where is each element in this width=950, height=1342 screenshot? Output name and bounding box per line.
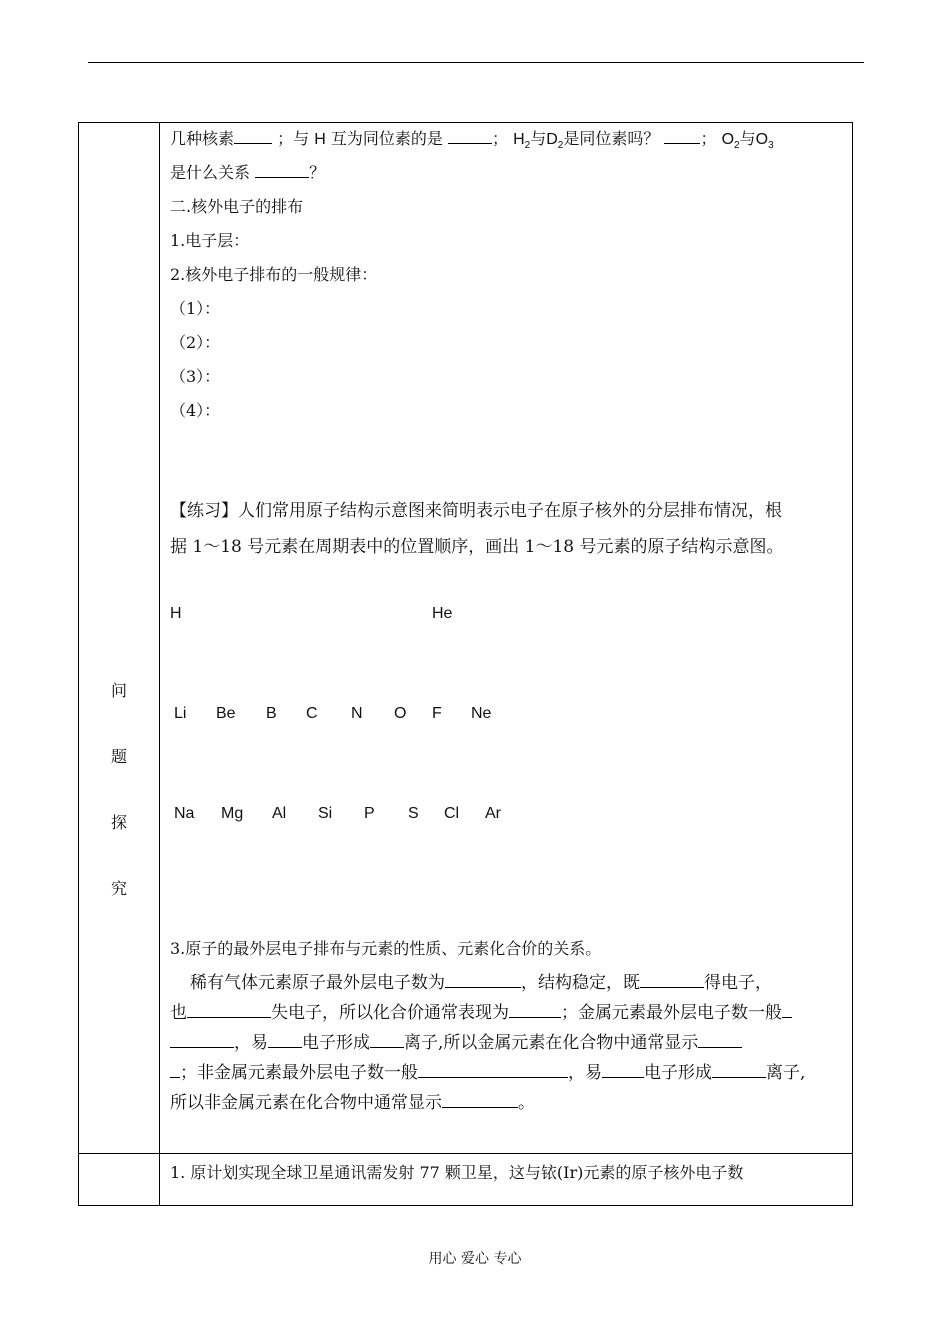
element-n: N <box>351 705 363 722</box>
isotope-question-line1 <box>170 129 774 156</box>
blank <box>448 129 492 144</box>
blank <box>712 1063 766 1078</box>
element-be: Be <box>216 705 236 722</box>
header-rule <box>88 62 864 63</box>
para-line1: 稀有气体元素原子最外层电子数为 ，结构稳定，既 得电子， <box>190 973 772 993</box>
text: 是同位素吗？ <box>563 129 660 148</box>
element-cl: Cl <box>444 805 460 822</box>
element-p: P <box>364 805 375 822</box>
rule-1: （1）： <box>170 299 221 318</box>
formula-h2: $H_2$ <box>513 131 531 152</box>
blank <box>187 1003 271 1018</box>
section-title: 二.核外电子的排布 <box>170 197 304 216</box>
rule-4: （4）： <box>170 401 221 420</box>
blank <box>664 129 700 144</box>
element-al: Al <box>272 805 287 822</box>
symbol-h: H <box>314 131 326 148</box>
element-na: Na <box>174 805 195 822</box>
text: ？ <box>309 163 326 182</box>
text: ； <box>491 129 508 148</box>
formula-d2: $D_2$ <box>546 131 564 152</box>
row-label-char: 问 <box>110 681 127 700</box>
item-electron-shell: 1.电子层： <box>170 231 250 250</box>
item-general-rules: 2.核外电子排布的一般规律： <box>170 265 378 284</box>
blank <box>268 1033 302 1048</box>
formula-o3: $O_3$ <box>755 131 774 152</box>
element-s: S <box>408 805 419 822</box>
element-ar: Ar <box>485 805 501 822</box>
para-line2: 也 失电子，所以化合价通常表现为 ；金属元素最外层电子数一般 <box>170 1003 792 1023</box>
rule-3: （3）： <box>170 367 221 386</box>
element-mg: Mg <box>221 805 244 822</box>
blank <box>640 973 704 988</box>
element-c: C <box>306 705 318 722</box>
element-f: F <box>432 705 442 722</box>
para-line4: ；非金属元素最外层电子数一般 ，易 电子形成 离子, <box>170 1063 805 1083</box>
blank <box>698 1033 742 1048</box>
blank <box>170 1033 234 1048</box>
blank <box>170 1063 180 1078</box>
blank <box>445 973 521 988</box>
para-line3: ，易 电子形成 离子,所以金属元素在化合物中通常显示 <box>170 1033 742 1053</box>
blank <box>782 1003 792 1018</box>
blank <box>509 1003 561 1018</box>
text: 几种核素 <box>170 129 235 148</box>
text: ； <box>700 129 717 148</box>
isotope-question-line2 <box>170 163 325 183</box>
rule-2: （2）： <box>170 333 221 352</box>
element-li: Li <box>174 705 187 722</box>
blank <box>602 1063 644 1078</box>
text: 与 <box>530 129 547 148</box>
element-h: H <box>170 605 182 622</box>
blank <box>234 129 272 144</box>
blank <box>418 1063 568 1078</box>
row-label-char: 探 <box>110 813 127 832</box>
element-si: Si <box>318 805 333 822</box>
row-label-char: 究 <box>110 879 127 898</box>
para-line5: 所以非金属元素在化合物中通常显示 。 <box>170 1093 535 1113</box>
blank <box>370 1033 404 1048</box>
item-outer-shell-relation: 3.原子的最外层电子排布与元素的性质、元素化合价的关系。 <box>170 939 602 958</box>
element-b: B <box>266 705 277 722</box>
blank <box>442 1093 518 1108</box>
column-divider <box>159 123 160 1205</box>
element-he: He <box>432 605 453 622</box>
formula-o2: $O_2$ <box>721 131 740 152</box>
element-o: O <box>394 705 407 722</box>
page-footer: 用心 爱心 专心 <box>428 1251 522 1267</box>
row-label-problem-exploration <box>79 683 159 947</box>
exercise-line2: 据 1～18 号元素在周期表中的位置顺序，画出 1～18 号元素的原子结构示意图。 <box>170 537 784 557</box>
exercise-line1: 【练习】人们常用原子结构示意图来简明表示电子在原子核外的分层排布情况，根 <box>170 501 782 521</box>
text: 与 <box>739 129 756 148</box>
text: 互为同位素的是 <box>330 129 443 148</box>
blank <box>255 163 309 178</box>
next-question: 1. 原计划实现全球卫星通讯需发射 77 颗卫星，这与铱(Ir)元素的原子核外电子数 <box>170 1163 744 1182</box>
row-divider <box>79 1153 852 1154</box>
element-ne: Ne <box>471 705 492 722</box>
text: 是什么关系 <box>170 163 251 182</box>
text: ；与 <box>277 129 310 148</box>
row-label-char: 题 <box>110 747 127 766</box>
worksheet-table <box>78 122 853 1206</box>
